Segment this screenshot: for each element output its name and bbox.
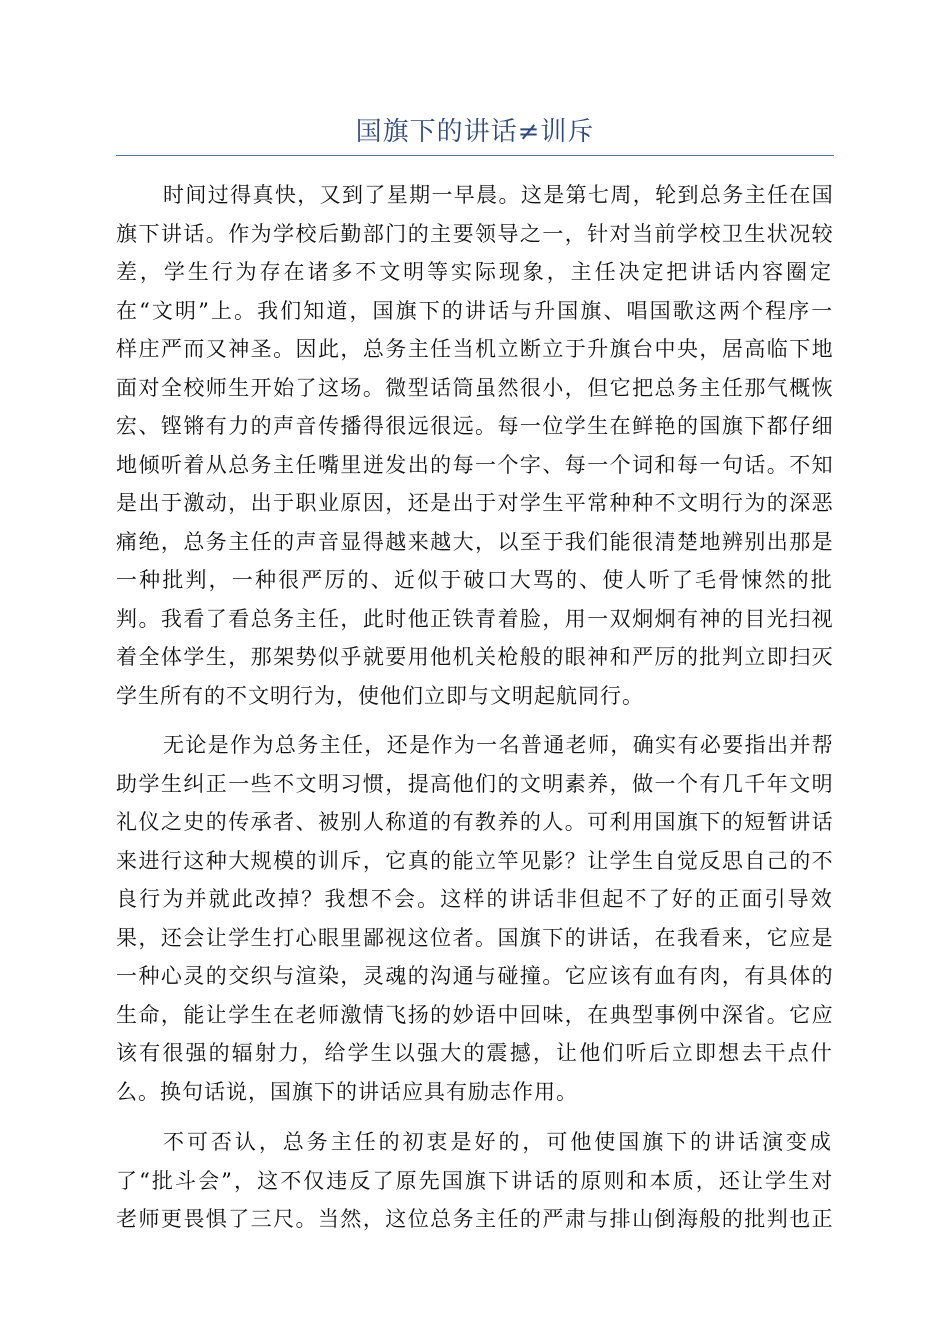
paragraph-line: 在“文明”上。我们知道，国旗下的讲话与升国旗、唱国歌这两个程序一 xyxy=(116,298,835,323)
paragraph-line: 旗下讲话。作为学校后勤部门的主要领导之一，针对当前学校卫生状况较 xyxy=(116,221,835,246)
paragraph-line: 无论是作为总务主任，还是作为一名普通老师，确实有必要指出并帮 xyxy=(163,733,835,757)
paragraph-line: 来进行这种大规模的训斥，它真的能立竿见影？让学生自觉反思自己的不 xyxy=(116,848,835,873)
paragraph-line: 良行为并就此改掉？我想不会。这样的讲话非但起不了好的正面引导效 xyxy=(116,887,834,911)
paragraph-line: 痛绝，总务主任的声音显得越来越大，以至于我们能很清楚地辨别出那是 xyxy=(116,529,835,554)
paragraph-line: 么。换句话说，国旗下的讲话应具有励志作用。 xyxy=(116,1079,578,1104)
paragraph-line: 判。我看了看总务主任，此时他正铁青着脸，用一双炯炯有神的目光扫视 xyxy=(116,606,835,631)
paragraph-line: 地倾听着从总务主任嘴里迸发出的每一个字、每一个词和每一句话。不知 xyxy=(116,452,835,477)
paragraph-line: 礼仪之史的传承者、被别人称道的有教养的人。可利用国旗下的短暂讲话 xyxy=(116,810,835,834)
paragraph-line: 不可否认，总务主任的初衷是好的，可他使国旗下的讲话演变成 xyxy=(163,1130,834,1154)
paragraph-line: 了“批斗会”，这不仅违反了原先国旗下讲话的原则和本质，还让学生对 xyxy=(116,1168,835,1193)
paragraph-line: 果，还会让学生打心眼里鄙视这位者。国旗下的讲话，在我看来，它应是 xyxy=(116,925,835,950)
paragraph-line: 宏、铿锵有力的声音传播得很远很远。每一位学生在鲜艳的国旗下都仔细 xyxy=(116,414,835,438)
paragraph-line: 是出于激动，出于职业原因，还是出于对学生平常种种不文明行为的深恶 xyxy=(116,491,835,515)
paragraph-line: 着全体学生，那架势似乎就要用他机关枪般的眼神和严厉的批判立即扫灭 xyxy=(116,645,835,669)
paragraph-line: 学生所有的不文明行为，使他们立即与文明起航同行。 xyxy=(116,683,644,708)
paragraph-line: 一种心灵的交织与渲染，灵魂的沟通与碰撞。它应该有血有肉，有具体的 xyxy=(116,964,835,988)
document-title: 国旗下的讲话≠训斥 xyxy=(355,117,595,147)
paragraph-line: 老师更畏惧了三尺。当然，这位总务主任的严肃与排山倒海般的批判也正 xyxy=(116,1207,835,1231)
paragraph-line: 助学生纠正一些不文明习惯，提高他们的文明素养，做一个有几千年文明 xyxy=(116,771,835,796)
paragraph-line: 样庄严而又神圣。因此，总务主任当机立断立于升旗台中央，居高临下地 xyxy=(116,337,835,361)
title-underline xyxy=(116,155,834,156)
paragraph-line: 一种批判，一种很严厉的、近似于破口大骂的、使人听了毛骨悚然的批 xyxy=(116,568,834,592)
paragraph-line: 该有很强的辐射力，给学生以强大的震撼，让他们听后立即想去干点什 xyxy=(116,1041,834,1065)
paragraph-line: 差，学生行为存在诸多不文明等实际现象，主任决定把讲话内容圈定 xyxy=(116,260,834,284)
paragraph-line: 面对全校师生开始了这场。微型话筒虽然很小，但它把总务主任那气概恢 xyxy=(116,375,835,400)
paragraph-line: 时间过得真快，又到了星期一早晨。这是第七周，轮到总务主任在国 xyxy=(163,183,835,207)
paragraph-line: 生命，能让学生在老师激情飞扬的妙语中回味，在典型事例中深省。它应 xyxy=(116,1002,835,1027)
